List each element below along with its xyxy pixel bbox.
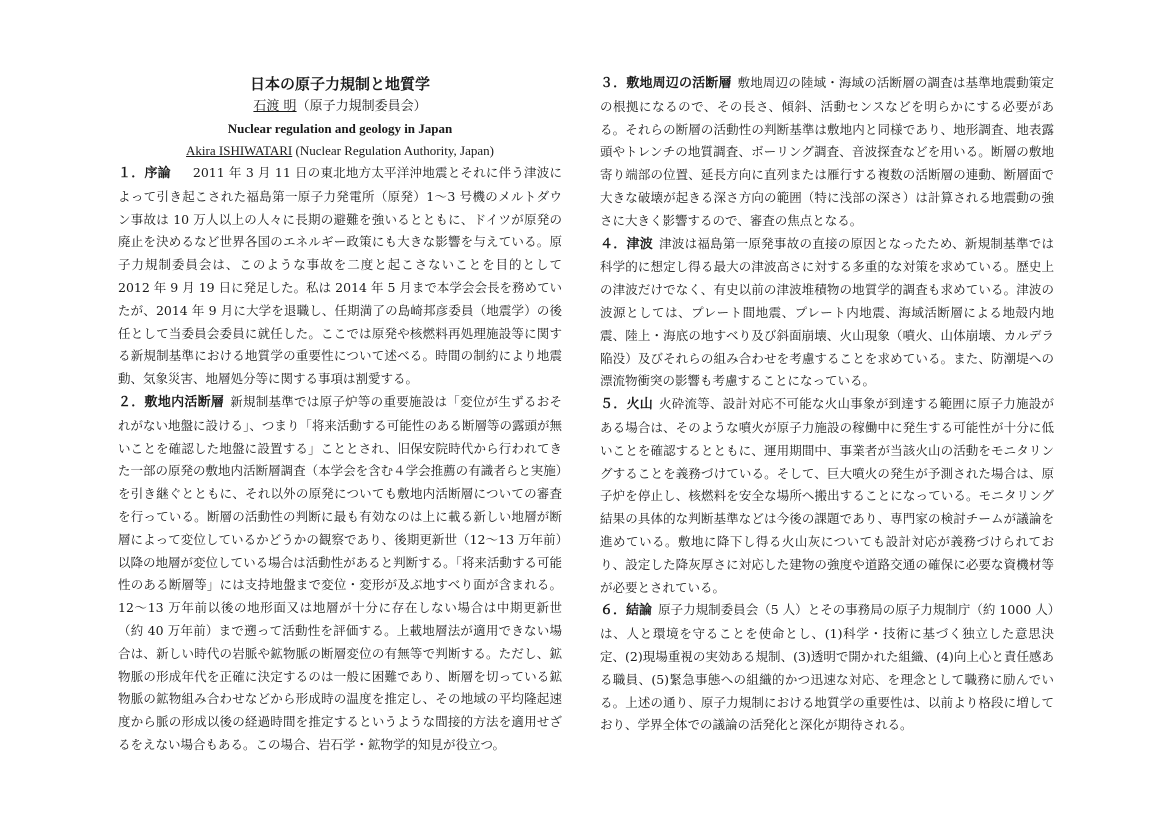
section-surrounding-faults <box>600 72 1054 233</box>
section-heading: ４．津波 <box>600 236 654 252</box>
section-heading: ２．敷地内活断層 <box>118 394 225 410</box>
title-japanese: 日本の原子力規制と地質学 <box>249 75 430 93</box>
section-onsite-faults <box>118 391 562 757</box>
section-body: 新規制基準では原子炉等の重要施設は「変位が生ずるおそれがない地盤に設ける」、つまり「将来活動する可能性のある断層等の露頭が無いことを確認した地盤に設置する」こととされ、旧保安院時代から行われてきた一部の原発の敷地内活断層調査（本学会を含む４学会推薦の有識者らと実施）を引き継ぐとともに、それ以外の原発についても敷地内活断層についての審査を行っている。断層の活動性の判断に最も有効なのは上に載る新しい地層が断層によって変位しているかどうかの観察であり、後期更新世（12〜13 万年前）以降の地層が変位している場合は活動性があると判断する。「将来活動する可能性のある断層等」には支持地盤まで変位・変形が及ぶ地すべり面が含まれる。12〜13 万年前以後の地形面又は地層が十分に存在しない場合は中期更新世（約 40 万年前）まで遡って活動性を評価する。上載地層法が適用できない場合は、新しい時代の岩脈や鉱物脈の断層変位の有無等で判断する。ただし、鉱物脈の形成年代を正確に決定するのは一般に困難であり、断層を切っている鉱物脈の鉱物組み合わせなどから形成時の温度を推定し、その地域の平均隆起速度から脈の形成以後の経過時間を推定するというような間接的方法を適用せざるをえない場合もある。この場合、岩石学・鉱物学的知見が役立つ。 <box>118 393 562 752</box>
author-name-japanese: 石渡 明 <box>253 99 297 114</box>
section-heading: １．序論 <box>118 166 171 181</box>
section-tsunami <box>600 233 1054 394</box>
section-heading: ３．敷地周辺の活断層 <box>600 76 732 91</box>
section-volcano <box>600 393 1054 599</box>
section-heading: ５．火山 <box>600 397 653 413</box>
author-line-japanese <box>118 96 562 118</box>
paper-header <box>118 72 562 162</box>
section-body: 原子力規制委員会（5 人）とその事務局の原子力規制庁（約 1000 人）は、人と環境を守ることを使命とし、(1)科学・技術に基づく独立した意思決定、(2)現場重視の実効ある規制、(3)透明で開かれた組織、(4)向上心と責任感ある職員、(5)緊急事態への組織的かつ迅速な対応、を理念として職務に励んでいる。上述の通り、原子力規制における地質学の重要性は、以前より格段に増しており、学界全体での議論の活発化と深化が期待される。 <box>600 602 1054 733</box>
section-body: 2011 年 3 月 11 日の東北地方太平洋沖地震とそれに伴う津波によって引き起こされた福島第一原子力発電所（原発）1〜3 号機のメルトダウン事故は 10 万人以上の人々に長期の避難を強いるとともに、ドイツが原発の廃止を決めるなど世界各国のエネルギー政策にも大きな影響を与えている。原子力規制委員会は、このような事故を二度と起こさないことを目的として 2012 年 9 月 19 日に発足した。私は 2014 年 5 月まで本学会会長を務めていたが、2014 年 9 月に大学を退職し、任期満了の島崎邦彦委員（地震学）の後任として当委員会委員に就任した。ここでは原発や核燃料再処理施設等に関する新規制基準における地質学の重要性について述べる。時間の制約により地震動、気象災害、地層処分等に関する事項は割愛する。 <box>118 165 562 387</box>
author-name-english: Akira ISHIWATARI <box>186 143 293 158</box>
section-body: 敷地周辺の陸域・海域の活断層の調査は基準地震動策定の根拠になるので、その長さ、傾斜、活動センスなどを明らかにする必要がある。それらの断層の活動性の判断基準は敷地内と同様であり、地形調査、地表露頭やトレンチの地質調査、ボーリング調査、音波探査などを用いる。断層の敷地寄り端部の位置、延長方向に直列または雁行する複数の活断層の連動、断層面で大きな破壊が起きる深さ方向の範囲（特に浅部の深さ）は計算される地震動の強さに大きく影響するので、審査の焦点となる。 <box>600 75 1054 228</box>
author-line-english <box>118 140 562 162</box>
section-body: 火砕流等、設計対応不可能な火山事象が到達する範囲に原子力施設がある場合は、そのような噴火が原子力施設の稼働中に発生する可能性が十分に低いことを確認するとともに、運用期間中、事業者が当該火山の活動をモニタリングすることを義務づけている。そして、巨大噴火の発生が予測された場合は、原子炉を停止し、核燃料を安全な場所へ搬出することになっている。モニタリング結果の具体的な判断基準などは今後の課題であり、専門家の検討チームが議論を進めている。敷地に降下し得る火山灰についても設計対応が義務づけられており、設定した降灰厚さに対応した建物の強度や道路交通の確保に必要な資機材等が必要とされている。 <box>600 396 1054 595</box>
author-affiliation-english: (Nuclear Regulation Authority, Japan) <box>292 143 494 158</box>
section-heading: ６．結論 <box>600 603 653 619</box>
section-body: 津波は福島第一原発事故の直接の原因となったため、新規制基準では科学的に想定し得る最大の津波高さに対する多重的な対策を求めている。歴史上の津波だけでなく、有史以前の津波堆積物の地質学的調査も求めている。津波の波源としては、プレート間地震、プレート内地震、海域活断層による地殻内地震、陸上・海底の地すべり及び斜面崩壊、火山現象（噴火、山体崩壊、カルデラ陥没）及びそれらの組み合わせを考慮することを求めている。また、防潮堤への漂流物衝突の影響も考慮することになっている。 <box>600 235 1054 389</box>
right-column <box>600 72 1054 737</box>
section-introduction <box>118 162 562 391</box>
left-column <box>118 72 562 757</box>
section-conclusion <box>600 599 1054 737</box>
title-english: Nuclear regulation and geology in Japan <box>227 121 453 136</box>
author-affiliation-japanese: （原子力規制委員会） <box>296 99 427 114</box>
